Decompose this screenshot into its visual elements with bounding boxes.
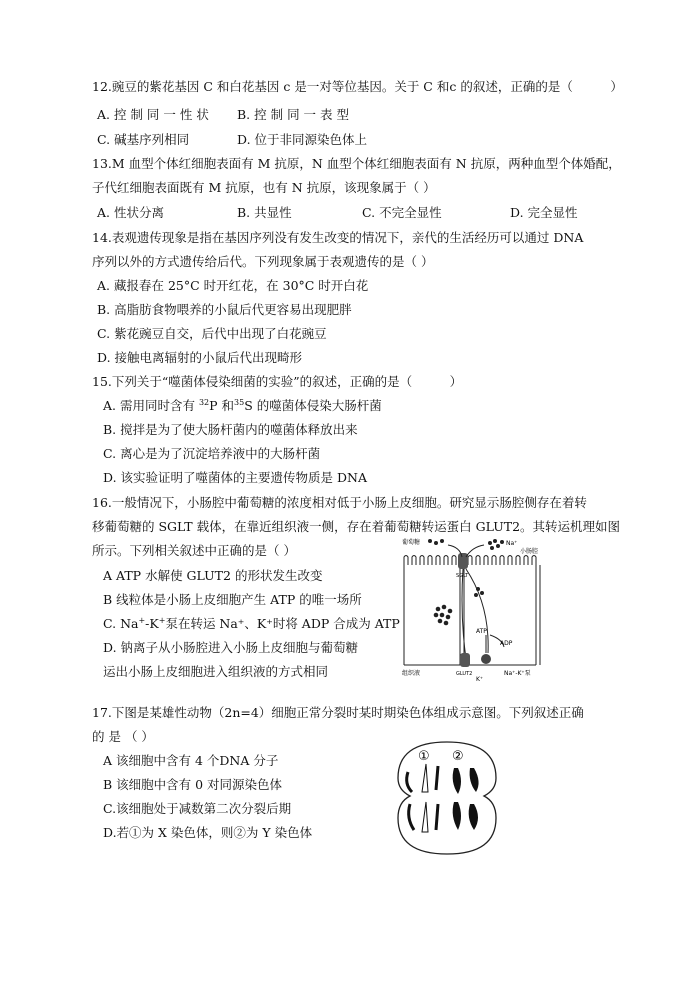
q17-option-c: C.该细胞处于减数第二次分裂后期 [103, 801, 292, 816]
fig-label-glut2: GLUT2 [456, 671, 473, 677]
q14-option-b: B. 高脂肪食物喂养的小鼠后代更容易出现肥胖 [97, 302, 352, 317]
q15-option-c: C. 离心是为了沉淀培养液中的大肠杆菌 [103, 446, 321, 461]
q16-stem-line3: 所示。下列相关叙述中正确的是（ ） [92, 543, 296, 558]
fig-label-k: K⁺ [476, 676, 484, 683]
q15-option-a-prefix: A. 需用同时含有 [103, 398, 199, 413]
q17-stem-line2: 的 是 （ ） [92, 729, 154, 744]
q15-option-a-suffix: S 的噬菌体侵染大肠杆菌 [244, 398, 382, 413]
q16-option-c-sup-2: + [158, 615, 166, 625]
fig-label-2: ② [452, 749, 464, 764]
q16-option-b: B 线粒体是小肠上皮细胞产生 ATP 的唯一场所 [103, 592, 362, 607]
fig-label-glucose: 葡萄糖 [402, 539, 421, 546]
q14-stem-line1: 14.表观遗传现象是指在基因序列没有发生改变的情况下，亲代的生活经历可以通过 DNA [92, 230, 584, 245]
q13-stem-line2: 子代红细胞表面既有 M 抗原，也有 N 抗原，该现象属于（ ） [92, 180, 436, 195]
q16-option-d-line1: D. 钠离子从小肠腔进入小肠上皮细胞与葡萄糖 [103, 640, 359, 655]
fig-label-atp: ATP [476, 628, 487, 635]
fig-label-lumen: 小肠腔 [520, 548, 539, 555]
q16-option-c [103, 616, 400, 632]
q14-option-d: D. 接触电离辐射的小鼠后代出现畸形 [97, 350, 303, 365]
dividing-cell-figure [388, 738, 506, 858]
q17-option-b: B 该细胞中含有 0 对同源染色体 [103, 777, 283, 792]
q12-option-c: C. 碱基序列相同 [97, 132, 190, 147]
q17-option-d: D.若①为 X 染色体，则②为 Y 染色体 [103, 825, 313, 840]
q16-stem-line1: 16.一般情况下，小肠腔中葡萄糖的浓度相对低于小肠上皮细胞。研究显示肠腔侧存在着转 [92, 495, 587, 510]
q14-option-a: A. 藏报春在 25°C 时开红花，在 30°C 时开白花 [97, 278, 369, 293]
q13-stem-line1: 13.M 血型个体红细胞表面有 M 抗原，N 血型个体红细胞表面有 N 抗原，两种血型个体婚配， [92, 156, 621, 171]
q16-option-c-sup-1: + [138, 615, 146, 625]
q15-option-a [103, 398, 382, 414]
q15-stem: 15.下列关于“噬菌体侵染细菌的实验”的叙述，正确的是（ ） [92, 374, 463, 389]
q15-option-a-sup-35: 35 [234, 397, 245, 407]
fig-label-adp: ADP [500, 640, 513, 647]
glut2-transporter [460, 653, 470, 667]
q12-option-b: B. 控 制 同 一 表 型 [237, 107, 349, 122]
q12-option-d: D. 位于非同源染色体上 [237, 132, 368, 147]
q16-option-c-mid: -K [145, 616, 159, 631]
fig-label-na-k-pump: Na⁺-K⁺泵 [504, 670, 531, 677]
q14-stem-line2: 序列以外的方式遗传给后代。下列现象属于表观遗传的是（ ） [92, 254, 434, 269]
q16-option-c-suffix: 泵在转运 Na⁺、K⁺时将 ADP 合成为 ATP [165, 616, 400, 631]
fig-label-1: ① [418, 749, 430, 764]
q15-option-a-mid: P 和 [209, 398, 235, 413]
na-k-pump [481, 654, 491, 664]
q15-option-d: D. 该实验证明了噬菌体的主要遗传物质是 DNA [103, 470, 367, 485]
q15-option-a-sup-32: 32 [198, 397, 210, 407]
q17-option-a: A 该细胞中含有 4 个DNA 分子 [103, 753, 279, 768]
q16-option-c-prefix: C. Na [103, 616, 139, 631]
fig-label-na: Na⁺ [506, 540, 518, 547]
q13-option-a: A. 性状分离 [97, 205, 164, 220]
q13-option-d: D. 完全显性 [510, 205, 578, 220]
q14-option-c: C. 紫花豌豆自交，后代中出现了白花豌豆 [97, 326, 327, 341]
fig-label-tissue-fluid: 组织液 [402, 670, 421, 677]
q12-option-a: A. 控 制 同 一 性 状 [97, 107, 209, 122]
q17-stem-line1: 17.下图是某雄性动物（2n=4）细胞正常分裂时某时期染色体组成示意图。下列叙述正确 [92, 705, 584, 720]
q12-stem: 12.豌豆的紫花基因 C 和白花基因 c 是一对等位基因。关于 C 和c 的叙述，正确的是（ ） [92, 79, 623, 94]
q16-stem-line2: 移葡萄糖的 SGLT 载体，在靠近组织液一侧，存在着葡萄糖转运蛋白 GLUT2。其转运机理如图 [92, 519, 621, 534]
q13-option-b: B. 共显性 [237, 205, 292, 220]
q13-option-c: C. 不完全显性 [362, 205, 442, 220]
cell-membrane [398, 742, 496, 854]
q16-option-a: A ATP 水解使 GLUT2 的形状发生改变 [103, 568, 323, 583]
intestinal-transport-figure [400, 535, 560, 685]
q15-option-b: B. 搅拌是为了使大肠杆菌内的噬菌体释放出来 [103, 422, 358, 437]
q16-option-d-line2: 运出小肠上皮细胞进入组织液的方式相同 [103, 664, 329, 679]
fig-label-sglt: SGLT [456, 573, 469, 579]
